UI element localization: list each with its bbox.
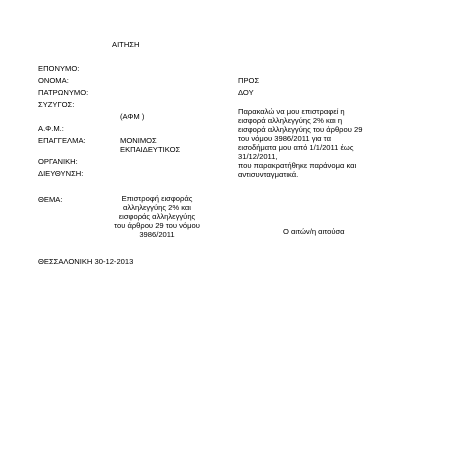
field-afm: Α.Φ.Μ.: [38,124,64,133]
field-eponymo: ΕΠΟΝΥΜΟ: [38,64,80,73]
subject-line: εισφοράς αλληλεγγύης [118,211,196,221]
subject-label: ΘΕΜΑ: [38,195,63,204]
document-title: ΑΙΤΗΣΗ [112,40,140,49]
recipient-doy: ΔΟΥ [238,88,254,97]
epaggelma-value-1: ΜΟΝΙΜΟΣ [120,136,157,145]
request-line: 31/12/2011, [238,151,278,161]
request-line: εισφορά αλληλεγγύης 2% και η [238,115,343,125]
request-paragraph [238,108,413,180]
field-patronymo: ΠΑΤΡΩΝΥΜΟ: [38,88,89,97]
recipient-pros: ΠΡΟΣ [238,76,260,85]
request-line: εισφορά αλληλεγγύης του άρθρου 29 [238,124,363,134]
request-line: Παρακαλώ να μου επιστραφεί η [238,107,345,116]
field-organiki: ΟΡΓΑΝΙΚΗ: [38,157,78,166]
subject-line: αλληλεγγύης 2% και [123,202,191,212]
field-syzygos: ΣΥΖΥΓΟΣ: [38,100,75,109]
subject-line: Επιστροφή εισφοράς [121,194,193,203]
epaggelma-value-2: ΕΚΠΑΙΔΕΥΤΙΚΟΣ [120,145,181,154]
signature-line: Ο αιτών/η αιτούσα [283,227,345,236]
field-dieythynsi: ΔΙΕΥΘΥΝΣΗ: [38,169,84,178]
place-date: ΘΕΣΣΑΛΟΝΙΚΗ 30-12-2013 [38,257,134,266]
request-line: του νόμου 3986/2011 για τα [238,133,331,143]
request-line: που παρακρατήθηκε παράνομα και [238,160,357,170]
subject-text [92,195,222,240]
field-epaggelma: ΕΠΑΓΓΕΛΜΑ: [38,136,86,145]
subject-line: του άρθρου 29 του νόμου [114,220,200,230]
afm-paren: (ΑΦΜ ) [120,112,145,121]
subject-line: 3986/2011 [139,229,175,239]
request-line: εισοδήματα μου από 1/1/2011 έως [238,142,354,152]
request-line: αντισυνταγματικά. [238,169,299,179]
field-onoma: ΟΝΟΜΑ: [38,76,69,85]
